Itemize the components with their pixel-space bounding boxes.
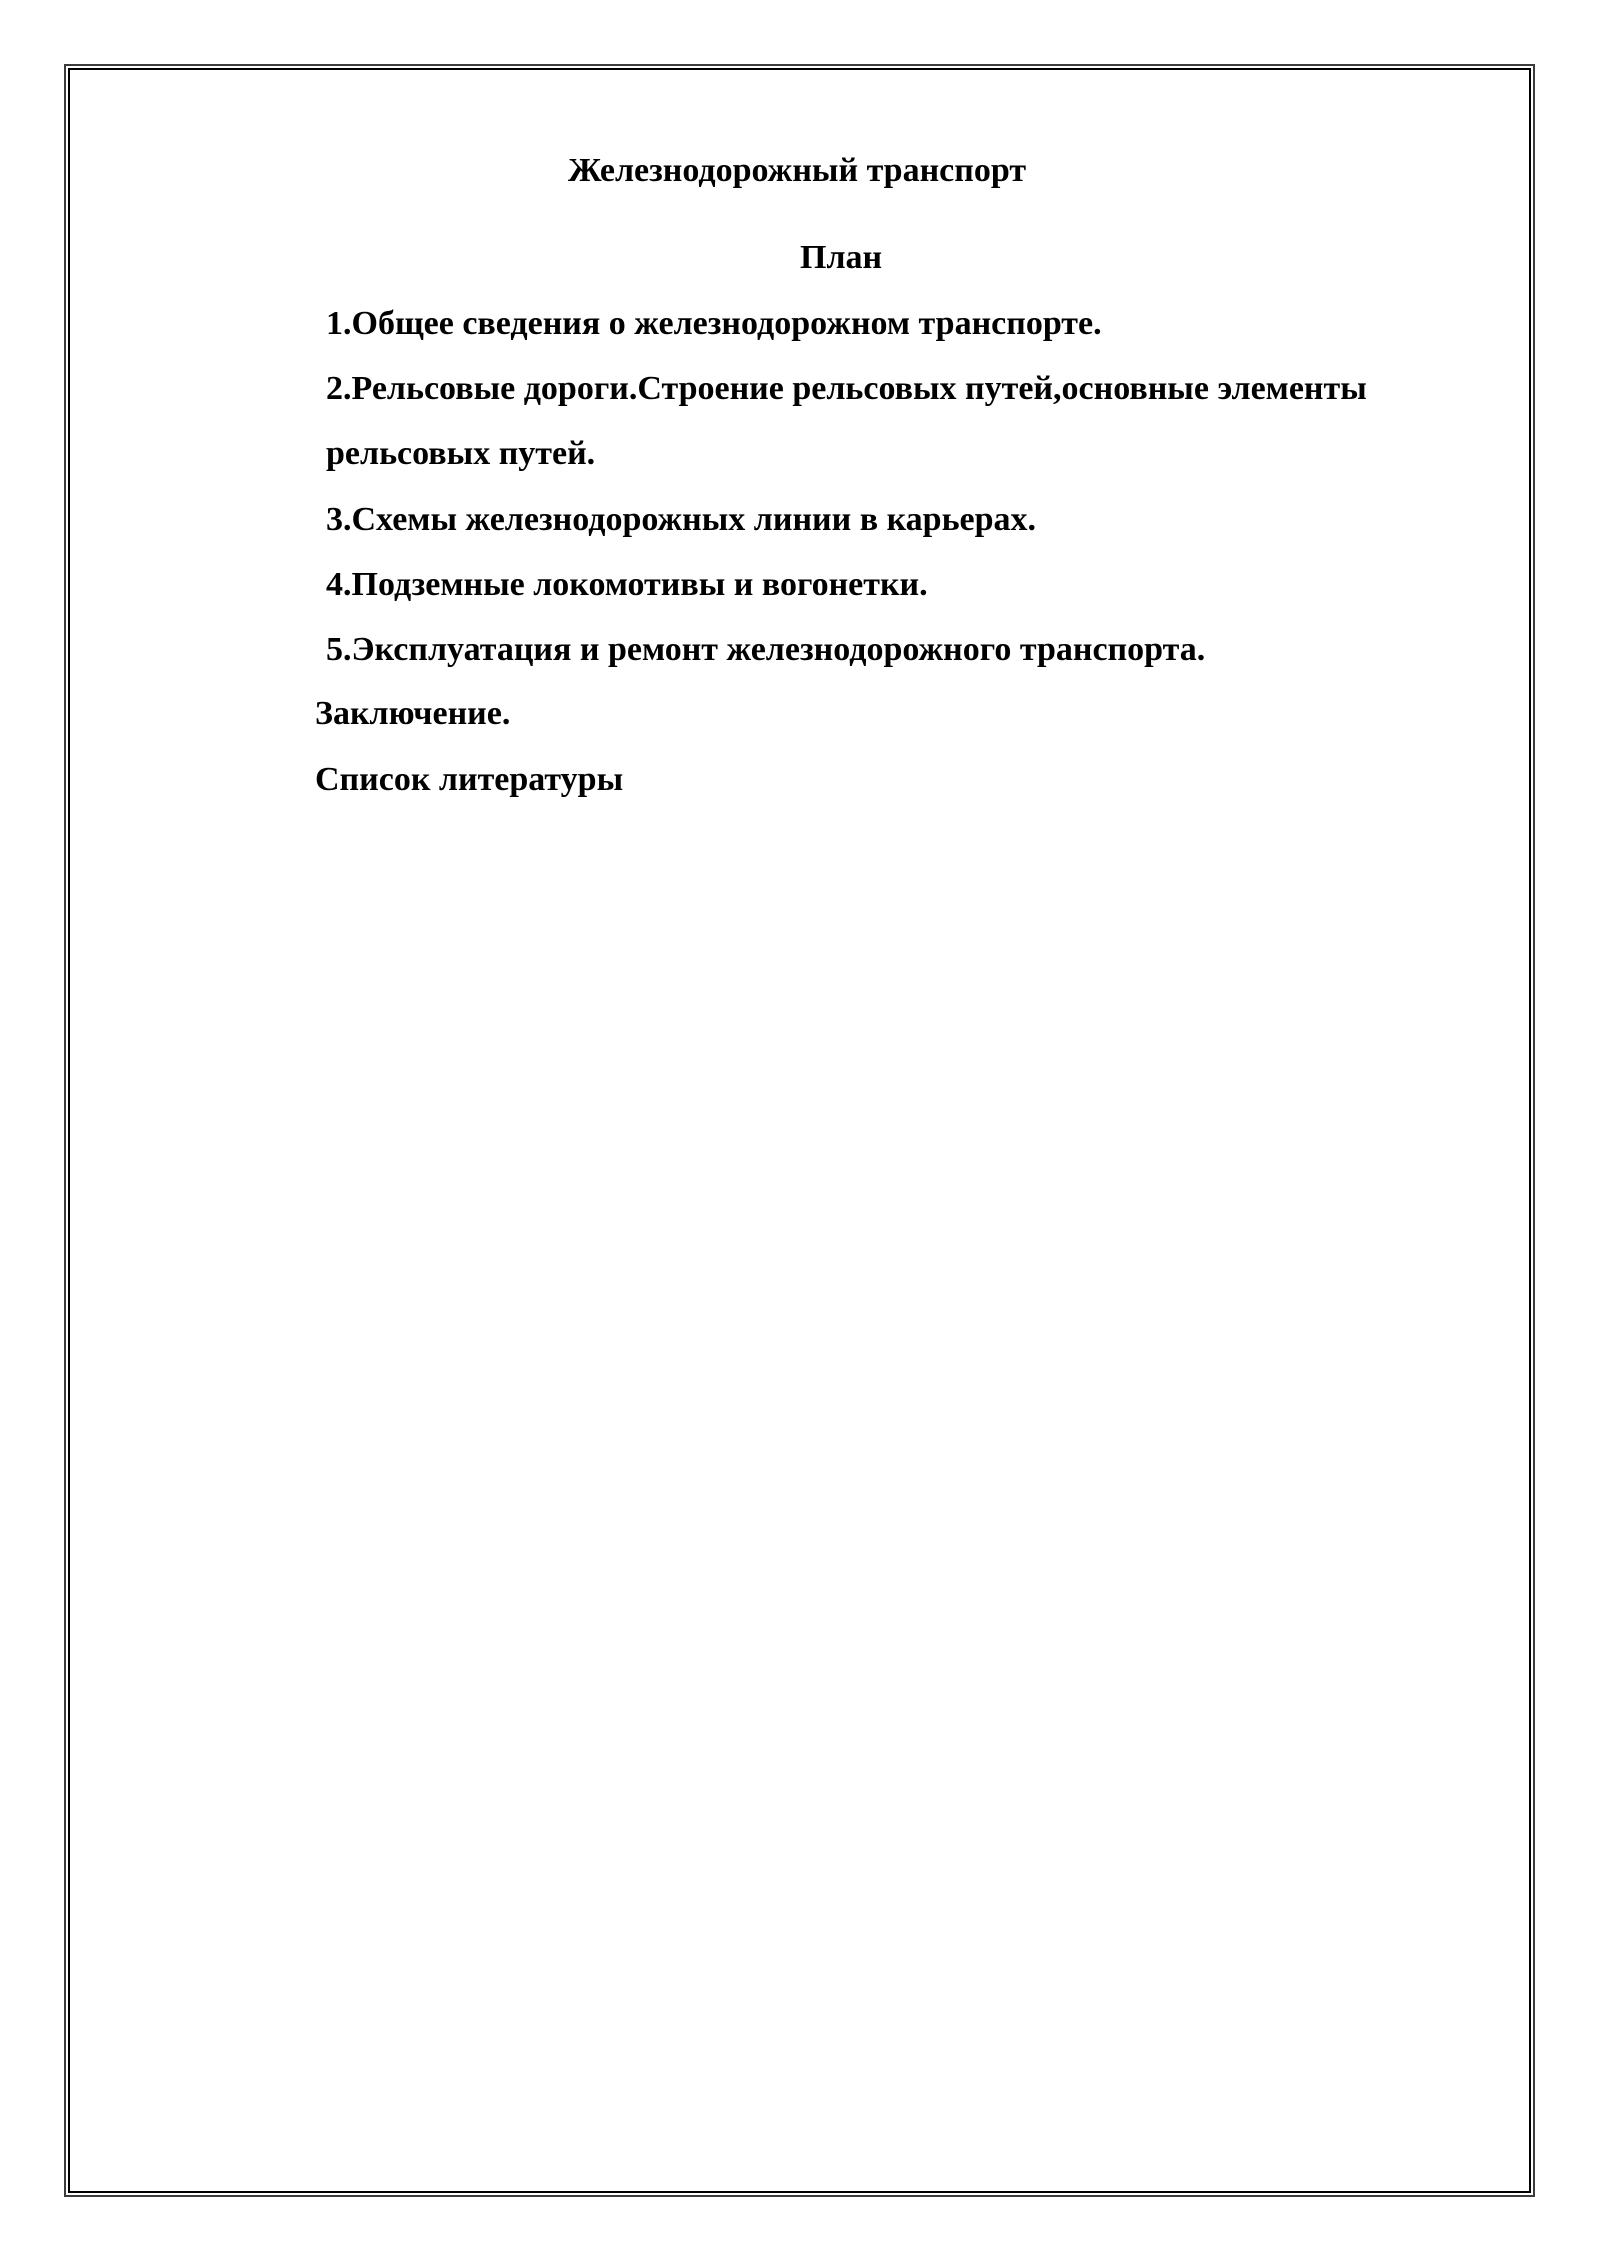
plan-heading: План xyxy=(800,239,883,276)
document-title: Железнодорожный транспорт xyxy=(568,152,1027,189)
plan-item-3: 3.Схемы железнодорожных линии в карьерах. xyxy=(326,501,1037,538)
references-heading: Список литературы xyxy=(315,761,624,798)
plan-item-2: 2.Рельсовые дороги.Строение рельсовых путей,основные элементы xyxy=(326,370,1367,407)
plan-item-4: 4.Подземные локомотивы и вогонетки. xyxy=(326,566,928,603)
conclusion-heading: Заключение. xyxy=(315,695,511,732)
plan-item-5: 5.Эксплуатация и ремонт железнодорожного транспорта. xyxy=(326,631,1206,668)
plan-item-1: 1.Общее сведения о железнодорожном транспорте. xyxy=(326,305,1102,342)
plan-item-2-continued: рельсовых путей. xyxy=(326,435,596,472)
